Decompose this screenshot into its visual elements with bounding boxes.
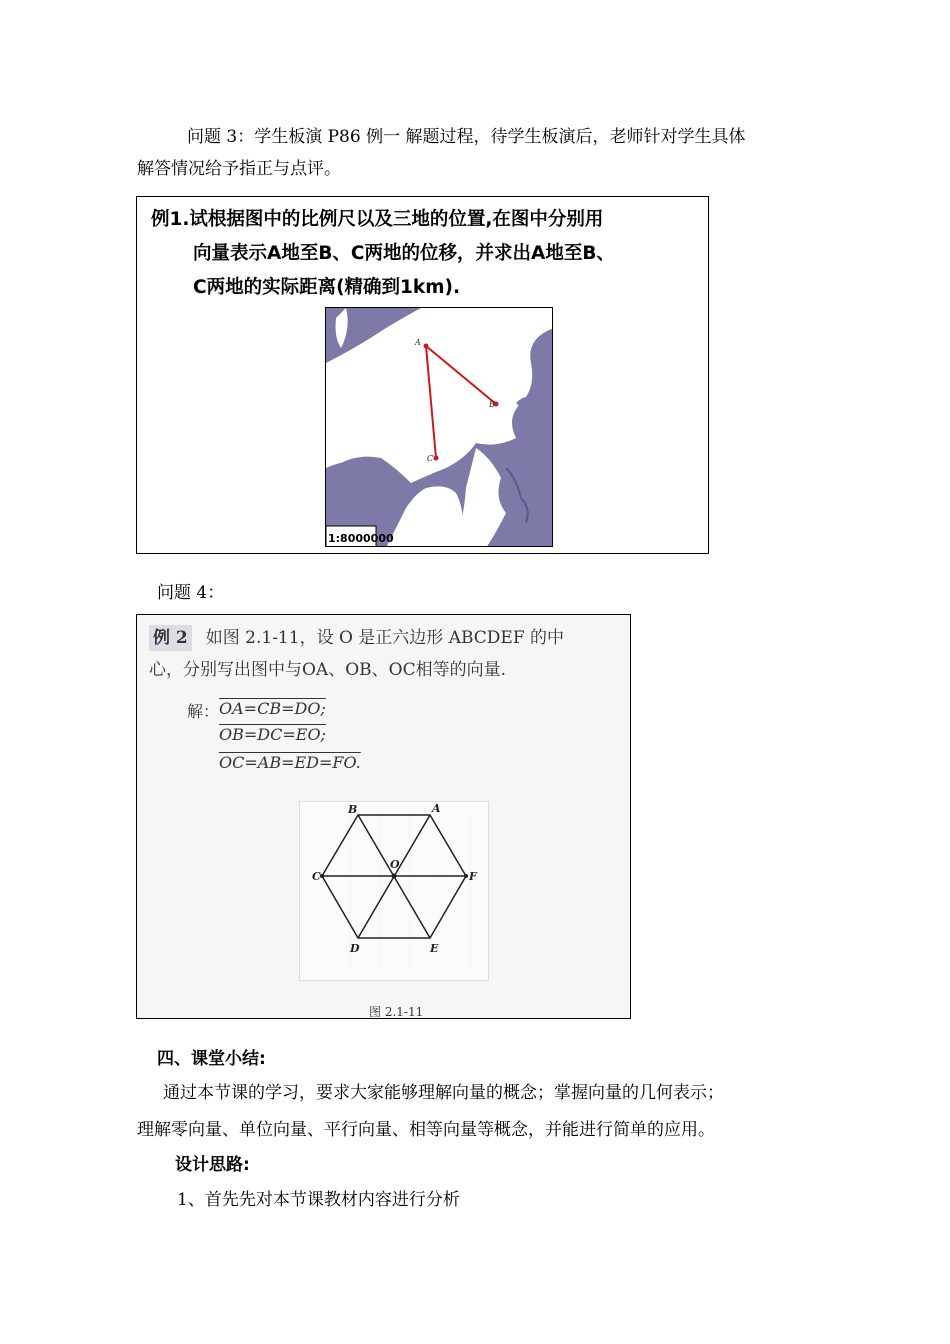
point-f-dot	[464, 874, 468, 878]
vertex-b-label: B	[348, 803, 358, 816]
design-item1: 1、首先先对本节课教材内容进行分析	[177, 1190, 460, 1210]
summary-heading: 四、课堂小结:	[157, 1049, 266, 1069]
vertex-o-label: O	[390, 858, 400, 871]
example2-line1: 如图 2.1-11，设 O 是正六边形 ABCDEF 的中	[205, 628, 565, 648]
map-figure	[325, 307, 553, 547]
problem3-line1: 问题 3：学生板演 P86 例一 解题过程，待学生板演后，老师针对学生具体	[187, 127, 746, 147]
point-c-dot	[434, 456, 439, 461]
point-a-label: A	[415, 338, 421, 347]
point-b-label: B	[489, 400, 495, 409]
point-o-dot	[392, 874, 397, 879]
problem4-label: 问题 4：	[157, 583, 225, 603]
scale-label: 1:8000000	[328, 532, 394, 545]
example2-text	[149, 625, 564, 683]
design-heading: 设计思路:	[175, 1155, 250, 1175]
solution-line1: OA=CB=DO;	[219, 699, 326, 718]
example1-text	[151, 203, 615, 305]
map-svg	[326, 308, 553, 547]
example1-line2: 向量表示A地至B、C两地的位移，并求出A地至B、	[193, 243, 615, 264]
hexagon-figure	[299, 801, 489, 981]
problem3-line2: 解答情况给予指正与点评。	[137, 159, 341, 179]
vertex-e-label: E	[430, 942, 439, 955]
example2-box	[136, 614, 631, 1019]
hexagon-svg	[300, 802, 488, 980]
example1-line1: 例1.试根据图中的比例尺以及三地的位置,在图中分别用	[151, 209, 604, 230]
solution-line2: OB=DC=EO;	[219, 725, 326, 744]
example2-tag: 例 2	[149, 625, 192, 651]
example2-line2: 心，分别写出图中与OA、OB、OC相等的向量.	[149, 660, 506, 680]
example1-line3: C两地的实际距离(精确到1km).	[193, 277, 460, 298]
point-c-label: C	[427, 454, 434, 463]
solution-line3: OC=AB=ED=FO.	[219, 753, 361, 772]
point-a-dot	[424, 344, 429, 349]
solution-label: 解：	[187, 702, 220, 721]
summary-line1: 通过本节课的学习，要求大家能够理解向量的概念；掌握向量的几何表示；	[163, 1083, 724, 1103]
vertex-d-label: D	[350, 942, 360, 955]
vertex-f-label: F	[469, 870, 477, 883]
example1-box	[136, 196, 709, 554]
summary-line2: 理解零向量、单位向量、平行向量、相等向量等概念，并能进行简单的应用。	[137, 1120, 715, 1140]
figure-caption: 图 2.1-11	[369, 1005, 424, 1019]
vertex-c-label: C	[312, 870, 321, 883]
vertex-a-label: A	[432, 802, 441, 815]
